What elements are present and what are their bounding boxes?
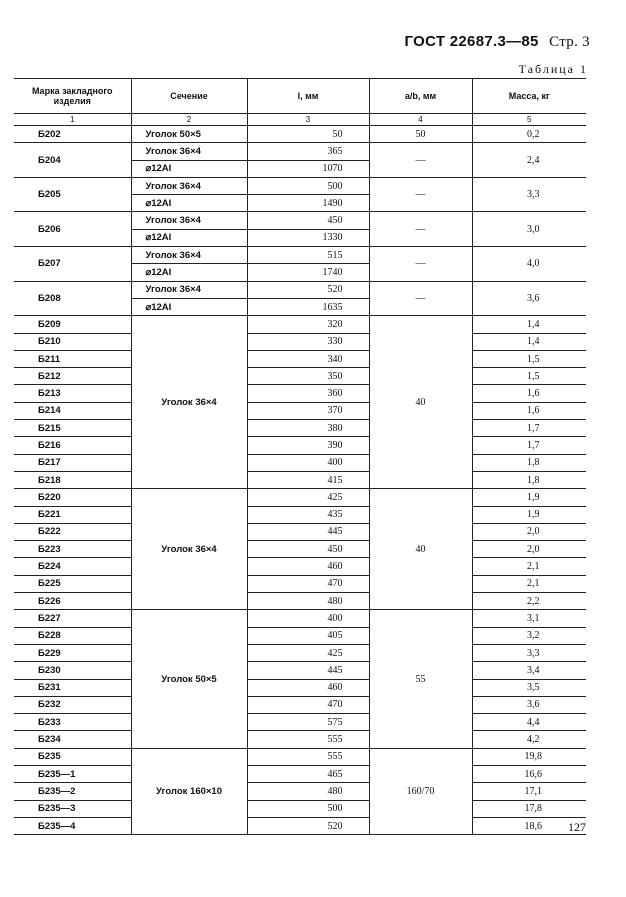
item-mark: Б208 bbox=[14, 281, 131, 316]
col-header-section: Сечение bbox=[131, 79, 247, 114]
item-length: 330 bbox=[247, 333, 369, 350]
item-section: ⌀12АI bbox=[131, 229, 247, 246]
table-row bbox=[14, 610, 586, 627]
item-length: 340 bbox=[247, 350, 369, 367]
item-mass: 1,4 bbox=[472, 333, 586, 350]
item-length: 555 bbox=[247, 748, 369, 765]
item-mark: Б216 bbox=[14, 437, 131, 454]
item-length: 365 bbox=[247, 143, 369, 160]
item-length: 390 bbox=[247, 437, 369, 454]
item-length: 400 bbox=[247, 454, 369, 471]
col-header-length: l, мм bbox=[247, 79, 369, 114]
item-mark: Б211 bbox=[14, 350, 131, 367]
item-length: 1490 bbox=[247, 195, 369, 212]
item-length: 555 bbox=[247, 731, 369, 748]
table-row bbox=[14, 212, 586, 229]
table-row bbox=[14, 523, 586, 540]
item-length: 1635 bbox=[247, 298, 369, 315]
col-number: 1 bbox=[14, 114, 131, 126]
item-mark: Б233 bbox=[14, 714, 131, 731]
item-length: 435 bbox=[247, 506, 369, 523]
item-length: 400 bbox=[247, 610, 369, 627]
table-body bbox=[14, 126, 586, 835]
item-length: 1070 bbox=[247, 160, 369, 177]
item-ab: — bbox=[369, 281, 472, 316]
table-row bbox=[14, 714, 586, 731]
item-mark: Б231 bbox=[14, 679, 131, 696]
item-mass: 1,8 bbox=[472, 454, 586, 471]
item-length: 520 bbox=[247, 817, 369, 834]
item-mass: 3,5 bbox=[472, 679, 586, 696]
item-section: ⌀12АI bbox=[131, 264, 247, 281]
table-row bbox=[14, 247, 586, 264]
table-caption: Таблица 1 bbox=[518, 62, 588, 76]
col-number: 4 bbox=[369, 114, 472, 126]
item-mark: Б212 bbox=[14, 368, 131, 385]
item-length: 450 bbox=[247, 541, 369, 558]
item-length: 350 bbox=[247, 368, 369, 385]
item-mass: 3,0 bbox=[472, 212, 586, 247]
item-length: 445 bbox=[247, 523, 369, 540]
item-mark: Б220 bbox=[14, 489, 131, 506]
item-mass: 16,6 bbox=[472, 765, 586, 782]
item-length: 460 bbox=[247, 679, 369, 696]
table-row bbox=[14, 679, 586, 696]
item-mark: Б229 bbox=[14, 644, 131, 661]
item-mass: 1,6 bbox=[472, 402, 586, 419]
item-section: ⌀12АI bbox=[131, 298, 247, 315]
table-row bbox=[14, 748, 586, 765]
table-row bbox=[14, 800, 586, 817]
page-label: Стр. 3 bbox=[549, 34, 590, 50]
table-row bbox=[14, 783, 586, 800]
item-length: 50 bbox=[247, 126, 369, 143]
item-section: Уголок 36×4 bbox=[131, 281, 247, 298]
item-mass: 19,8 bbox=[472, 748, 586, 765]
item-mark: Б235—2 bbox=[14, 783, 131, 800]
item-mark: Б235—4 bbox=[14, 817, 131, 834]
item-mass: 3,3 bbox=[472, 177, 586, 212]
item-length: 470 bbox=[247, 575, 369, 592]
table-row bbox=[14, 558, 586, 575]
item-mark: Б230 bbox=[14, 662, 131, 679]
item-length: 360 bbox=[247, 385, 369, 402]
col-number: 5 bbox=[472, 114, 586, 126]
col-number: 3 bbox=[247, 114, 369, 126]
table-row bbox=[14, 662, 586, 679]
table-row bbox=[14, 281, 586, 298]
table-row bbox=[14, 506, 586, 523]
item-mass: 2,4 bbox=[472, 143, 586, 178]
item-mark: Б235—3 bbox=[14, 800, 131, 817]
item-mass: 2,1 bbox=[472, 558, 586, 575]
item-ab: 50 bbox=[369, 126, 472, 143]
table-row bbox=[14, 765, 586, 782]
col-header-ab: a/b, мм bbox=[369, 79, 472, 114]
item-mark: Б222 bbox=[14, 523, 131, 540]
item-mass: 1,8 bbox=[472, 471, 586, 488]
item-mark: Б204 bbox=[14, 143, 131, 178]
item-mark: Б225 bbox=[14, 575, 131, 592]
item-section: Уголок 50×5 bbox=[131, 126, 247, 143]
item-mass: 1,9 bbox=[472, 489, 586, 506]
item-mass: 18,6 bbox=[472, 817, 586, 834]
item-mass: 4,0 bbox=[472, 247, 586, 282]
table-row bbox=[14, 316, 586, 333]
item-mass: 1,7 bbox=[472, 420, 586, 437]
item-mark: Б232 bbox=[14, 696, 131, 713]
item-mass: 1,6 bbox=[472, 385, 586, 402]
table-row bbox=[14, 627, 586, 644]
item-mark: Б217 bbox=[14, 454, 131, 471]
item-length: 320 bbox=[247, 316, 369, 333]
col-number: 2 bbox=[131, 114, 247, 126]
item-mark: Б207 bbox=[14, 247, 131, 282]
item-mark: Б218 bbox=[14, 471, 131, 488]
item-mass: 3,4 bbox=[472, 662, 586, 679]
item-mass: 17,8 bbox=[472, 800, 586, 817]
item-mass: 17,1 bbox=[472, 783, 586, 800]
item-length: 370 bbox=[247, 402, 369, 419]
table-row bbox=[14, 420, 586, 437]
item-length: 380 bbox=[247, 420, 369, 437]
group-section: Уголок 36×4 bbox=[131, 316, 247, 489]
group-ab: 40 bbox=[369, 489, 472, 610]
table-row bbox=[14, 471, 586, 488]
item-section: Уголок 36×4 bbox=[131, 143, 247, 160]
item-section: Уголок 36×4 bbox=[131, 177, 247, 194]
item-mass: 2,1 bbox=[472, 575, 586, 592]
item-mark: Б235—1 bbox=[14, 765, 131, 782]
item-mark: Б234 bbox=[14, 731, 131, 748]
table-row bbox=[14, 489, 586, 506]
item-mark: Б206 bbox=[14, 212, 131, 247]
table-row bbox=[14, 126, 586, 143]
item-length: 500 bbox=[247, 177, 369, 194]
item-length: 575 bbox=[247, 714, 369, 731]
item-mass: 3,3 bbox=[472, 644, 586, 661]
item-mass: 2,0 bbox=[472, 523, 586, 540]
table-row bbox=[14, 368, 586, 385]
page-number: 127 bbox=[568, 820, 586, 834]
col-header-mass: Масса, кг bbox=[472, 79, 586, 114]
table-row bbox=[14, 731, 586, 748]
group-section: Уголок 160×10 bbox=[131, 748, 247, 834]
item-mark: Б224 bbox=[14, 558, 131, 575]
table-row bbox=[14, 575, 586, 592]
item-mass: 1,5 bbox=[472, 368, 586, 385]
item-mark: Б205 bbox=[14, 177, 131, 212]
item-mark: Б228 bbox=[14, 627, 131, 644]
item-length: 405 bbox=[247, 627, 369, 644]
item-length: 1330 bbox=[247, 229, 369, 246]
item-length: 515 bbox=[247, 247, 369, 264]
col-header-mark: Марка закладного изделия bbox=[14, 79, 131, 114]
table-row bbox=[14, 333, 586, 350]
item-mass: 3,2 bbox=[472, 627, 586, 644]
group-ab: 55 bbox=[369, 610, 472, 748]
group-section: Уголок 50×5 bbox=[131, 610, 247, 748]
item-section: ⌀12АI bbox=[131, 195, 247, 212]
item-ab: — bbox=[369, 177, 472, 212]
item-mark: Б214 bbox=[14, 402, 131, 419]
group-section: Уголок 36×4 bbox=[131, 489, 247, 610]
table-row bbox=[14, 385, 586, 402]
item-mark: Б223 bbox=[14, 541, 131, 558]
item-mark: Б202 bbox=[14, 126, 131, 143]
embedded-items-table bbox=[14, 78, 586, 835]
item-mass: 4,4 bbox=[472, 714, 586, 731]
item-mass: 3,6 bbox=[472, 281, 586, 316]
item-mass: 2,2 bbox=[472, 593, 586, 610]
item-length: 450 bbox=[247, 212, 369, 229]
item-length: 415 bbox=[247, 471, 369, 488]
column-number-row bbox=[14, 114, 586, 126]
table-row bbox=[14, 817, 586, 834]
item-mass: 3,6 bbox=[472, 696, 586, 713]
table-row bbox=[14, 402, 586, 419]
item-mass: 3,1 bbox=[472, 610, 586, 627]
group-ab: 40 bbox=[369, 316, 472, 489]
table-row bbox=[14, 593, 586, 610]
table-row bbox=[14, 454, 586, 471]
item-mark: Б209 bbox=[14, 316, 131, 333]
item-mark: Б227 bbox=[14, 610, 131, 627]
table-row bbox=[14, 143, 586, 160]
item-mark: Б213 bbox=[14, 385, 131, 402]
item-section: Уголок 36×4 bbox=[131, 212, 247, 229]
item-mass: 0,2 bbox=[472, 126, 586, 143]
item-section: Уголок 36×4 bbox=[131, 247, 247, 264]
item-mass: 4,2 bbox=[472, 731, 586, 748]
table-row bbox=[14, 350, 586, 367]
item-length: 480 bbox=[247, 783, 369, 800]
standard-code: ГОСТ 22687.3—85 bbox=[404, 33, 539, 50]
group-ab: 160/70 bbox=[369, 748, 472, 834]
item-mass: 1,7 bbox=[472, 437, 586, 454]
table-row bbox=[14, 644, 586, 661]
table-row bbox=[14, 696, 586, 713]
item-length: 480 bbox=[247, 593, 369, 610]
item-length: 470 bbox=[247, 696, 369, 713]
page-header bbox=[405, 33, 591, 51]
item-length: 425 bbox=[247, 644, 369, 661]
item-ab: — bbox=[369, 143, 472, 178]
item-mark: Б226 bbox=[14, 593, 131, 610]
item-ab: — bbox=[369, 212, 472, 247]
item-mass: 1,5 bbox=[472, 350, 586, 367]
item-length: 460 bbox=[247, 558, 369, 575]
item-length: 520 bbox=[247, 281, 369, 298]
item-length: 1740 bbox=[247, 264, 369, 281]
item-section: ⌀12АI bbox=[131, 160, 247, 177]
item-length: 425 bbox=[247, 489, 369, 506]
item-mass: 1,9 bbox=[472, 506, 586, 523]
item-mark: Б235 bbox=[14, 748, 131, 765]
item-ab: — bbox=[369, 247, 472, 282]
table-row bbox=[14, 437, 586, 454]
table-header-row bbox=[14, 79, 586, 114]
item-mark: Б221 bbox=[14, 506, 131, 523]
item-length: 500 bbox=[247, 800, 369, 817]
item-length: 445 bbox=[247, 662, 369, 679]
item-mark: Б210 bbox=[14, 333, 131, 350]
table-row bbox=[14, 541, 586, 558]
item-mass: 2,0 bbox=[472, 541, 586, 558]
table-row bbox=[14, 177, 586, 194]
item-length: 465 bbox=[247, 765, 369, 782]
item-mass: 1,4 bbox=[472, 316, 586, 333]
item-mark: Б215 bbox=[14, 420, 131, 437]
